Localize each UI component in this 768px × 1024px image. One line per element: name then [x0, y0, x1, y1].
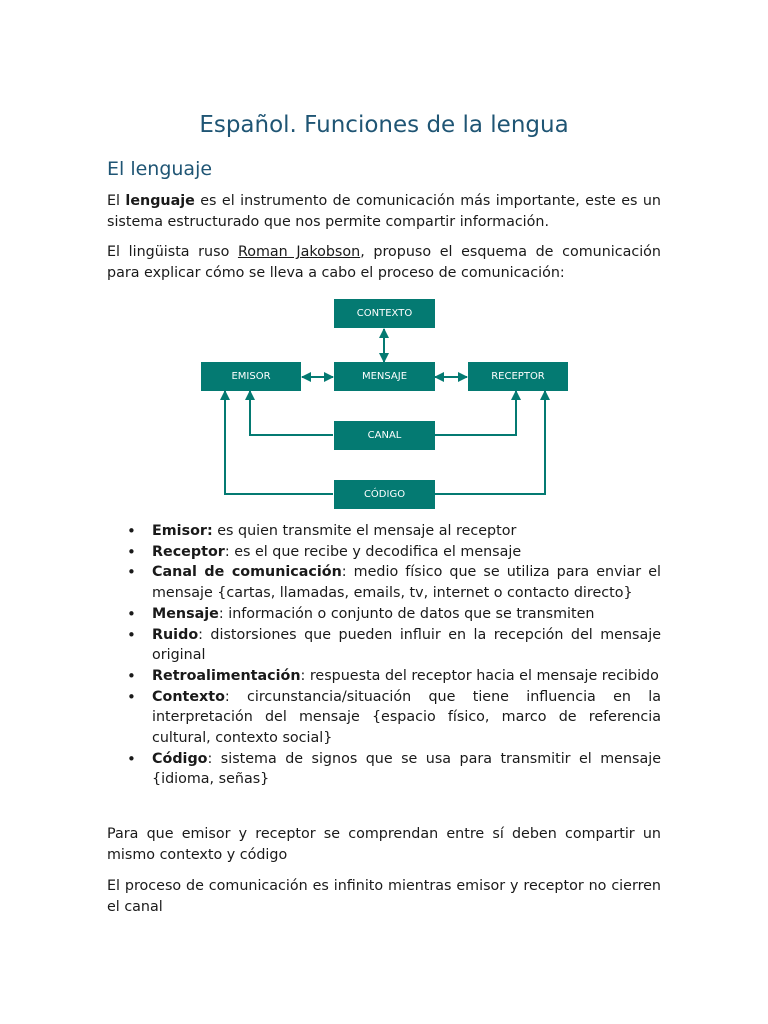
definition: es quien transmite el mensaje al receptor [212, 523, 517, 539]
definition: : sistema de signos que se usa para transmitir el mensaje {idioma, señas} [152, 750, 661, 788]
p2-pre: El lingüista ruso [107, 244, 238, 260]
p1-pre: El [107, 193, 126, 209]
term: Receptor [152, 543, 225, 560]
list-item [107, 687, 661, 749]
paragraph-context-code: Para que emisor y receptor se comprendan entre sí deben compartir un mismo contexto y código [107, 826, 661, 863]
section-heading: El lenguaje [107, 158, 213, 180]
jakobson-link[interactable]: Roman Jakobson [237, 244, 361, 260]
term: Retroalimentación [152, 667, 301, 684]
definition: : circunstancia/situación que tiene influencia en la interpretación del mensaje {espacio físico, marco de referencia cultural, contexto social} [152, 688, 661, 747]
definition: : respuesta del receptor hacia el mensaje recibido [300, 667, 659, 684]
label-mensaje: MENSAJE [361, 371, 408, 382]
list-item [107, 625, 661, 666]
list-item [107, 604, 661, 625]
term: Ruido [152, 626, 199, 643]
term: Mensaje [152, 605, 219, 622]
paragraph-infinite-process: El proceso de comunicación es infinito mientras emisor y receptor no cierren el canal [107, 878, 661, 915]
term: Código [152, 750, 208, 767]
document-title: Español. Funciones de la lengua [199, 112, 569, 138]
definition: : información o conjunto de datos que se transmiten [218, 605, 595, 622]
definitions-list [107, 521, 661, 790]
paragraph-jakobson [107, 242, 661, 284]
connector-canal-emisor [250, 391, 333, 435]
term: Contexto [152, 688, 225, 705]
p1-bold-term: lenguaje [125, 193, 195, 209]
list-item [107, 666, 661, 687]
list-item [107, 562, 661, 603]
label-emisor: EMISOR [231, 371, 271, 382]
label-canal: CANAL [367, 430, 402, 441]
term: Emisor: [152, 523, 213, 539]
definition: : medio físico que se utiliza para enviar el mensaje {cartas, llamadas, emails, tv, internet o contacto directo} [152, 564, 661, 602]
p1-rest: es el instrumento de comunicación más importante, este es un sistema estructurado que nos permite compartir información. [107, 193, 661, 230]
label-codigo: CÓDIGO [363, 489, 406, 500]
connector-codigo-receptor [435, 391, 545, 494]
communication-diagram [200, 298, 570, 510]
list-item [107, 521, 661, 542]
label-contexto: CONTEXTO [356, 308, 413, 319]
p2-rest: , propuso el esquema de comunicación para explicar cómo se lleva a cabo el proceso de comunicación: [107, 244, 661, 281]
paragraph-definition [107, 191, 661, 233]
definition: : es el que recibe y decodifica el mensaje [224, 543, 522, 560]
term: Canal de comunicación [152, 564, 342, 581]
connector-codigo-emisor [225, 391, 333, 494]
list-item [107, 749, 661, 790]
list-item [107, 542, 661, 563]
connector-canal-receptor [435, 391, 516, 435]
definition: : distorsiones que pueden influir en la recepción del mensaje original [152, 626, 661, 664]
label-receptor: RECEPTOR [491, 371, 545, 382]
